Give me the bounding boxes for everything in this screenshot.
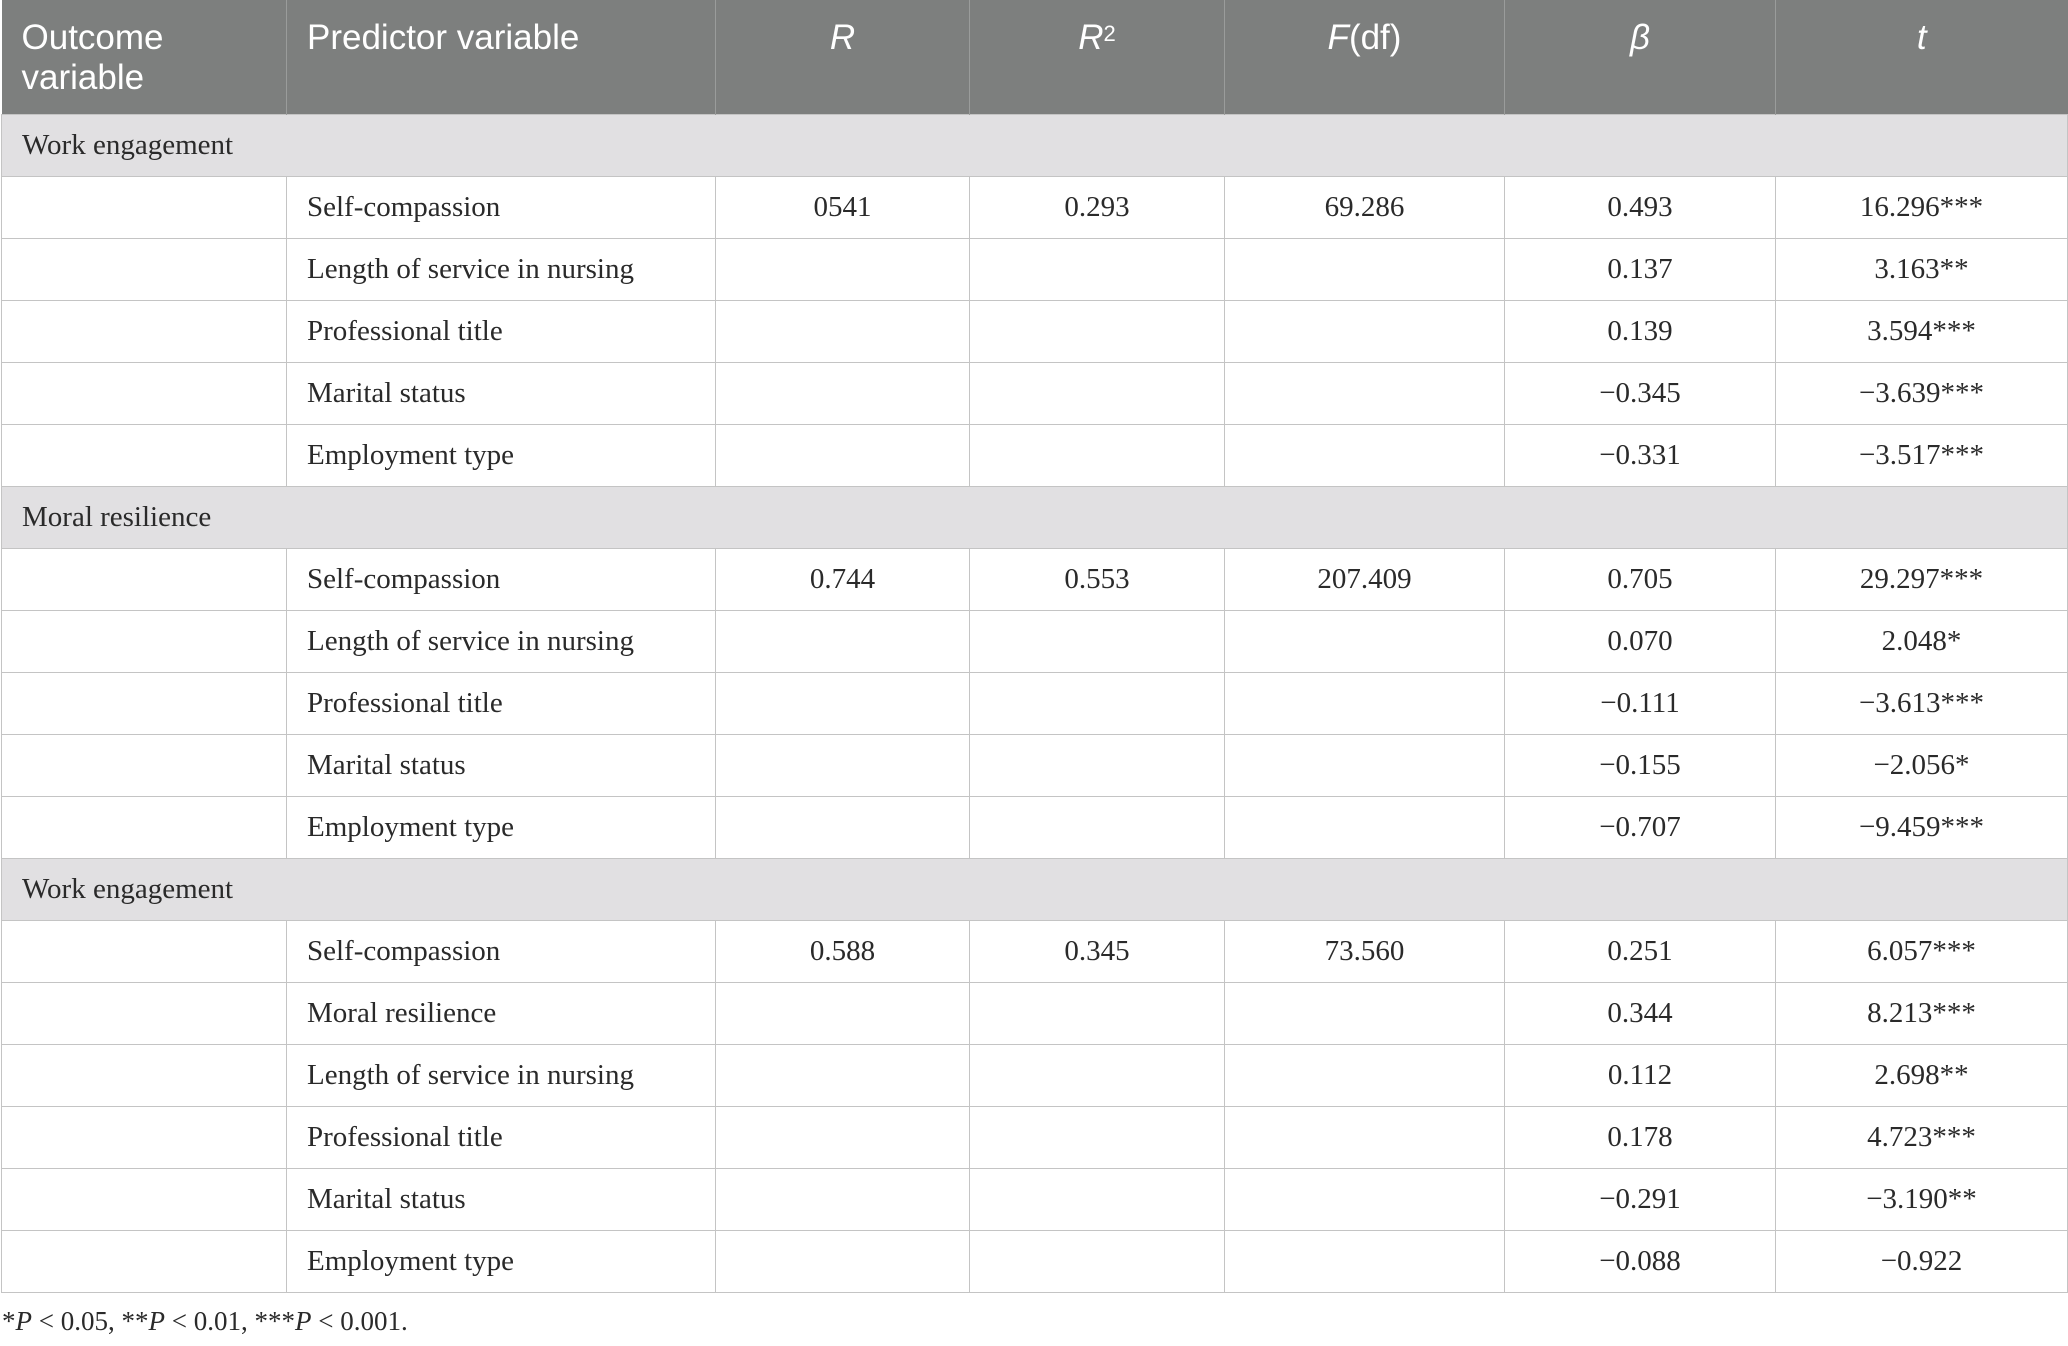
footnote-p1: P bbox=[15, 1306, 32, 1336]
cell-outcome bbox=[2, 176, 287, 238]
cell-predictor: Length of service in nursing bbox=[287, 238, 716, 300]
group-label: Moral resilience bbox=[2, 486, 2068, 548]
cell-outcome bbox=[2, 734, 287, 796]
table-row bbox=[2, 796, 2068, 858]
cell-r2 bbox=[970, 1044, 1225, 1106]
cell-r2 bbox=[970, 672, 1225, 734]
table-row bbox=[2, 1168, 2068, 1230]
cell-predictor: Marital status bbox=[287, 362, 716, 424]
cell-predictor: Self-compassion bbox=[287, 548, 716, 610]
table-row bbox=[2, 982, 2068, 1044]
cell-predictor: Employment type bbox=[287, 796, 716, 858]
header-r: R bbox=[716, 0, 970, 114]
cell-r bbox=[716, 672, 970, 734]
cell-beta: 0.070 bbox=[1505, 610, 1776, 672]
cell-t: −3.190** bbox=[1776, 1168, 2068, 1230]
cell-f bbox=[1225, 362, 1505, 424]
cell-f bbox=[1225, 1168, 1505, 1230]
table-row bbox=[2, 548, 2068, 610]
header-r-squared bbox=[970, 0, 1225, 114]
group-header-row bbox=[2, 486, 2068, 548]
header-r2-sup: 2 bbox=[1103, 21, 1116, 46]
table-footnote bbox=[2, 1306, 408, 1337]
cell-r bbox=[716, 238, 970, 300]
table-body bbox=[2, 114, 2068, 1292]
cell-r: 0541 bbox=[716, 176, 970, 238]
cell-f bbox=[1225, 672, 1505, 734]
cell-f: 69.286 bbox=[1225, 176, 1505, 238]
cell-beta: 0.344 bbox=[1505, 982, 1776, 1044]
cell-r2 bbox=[970, 1230, 1225, 1292]
group-label: Work engagement bbox=[2, 114, 2068, 176]
cell-beta: 0.251 bbox=[1505, 920, 1776, 982]
group-header-row bbox=[2, 114, 2068, 176]
cell-predictor: Marital status bbox=[287, 1168, 716, 1230]
header-outcome-variable bbox=[2, 0, 287, 114]
cell-outcome bbox=[2, 1168, 287, 1230]
table-row bbox=[2, 672, 2068, 734]
cell-outcome bbox=[2, 424, 287, 486]
cell-t: 3.163** bbox=[1776, 238, 2068, 300]
cell-beta: 0.705 bbox=[1505, 548, 1776, 610]
cell-r bbox=[716, 734, 970, 796]
cell-beta: 0.112 bbox=[1505, 1044, 1776, 1106]
cell-r2 bbox=[970, 300, 1225, 362]
cell-r bbox=[716, 610, 970, 672]
table-row bbox=[2, 920, 2068, 982]
cell-t: 4.723*** bbox=[1776, 1106, 2068, 1168]
group-label: Work engagement bbox=[2, 858, 2068, 920]
header-r2-base: R bbox=[1078, 18, 1104, 57]
cell-predictor: Marital status bbox=[287, 734, 716, 796]
cell-r2 bbox=[970, 362, 1225, 424]
table-header bbox=[2, 0, 2068, 114]
header-outcome-line1: Outcome bbox=[21, 18, 164, 57]
cell-r: 0.588 bbox=[716, 920, 970, 982]
cell-t: −3.639*** bbox=[1776, 362, 2068, 424]
cell-f bbox=[1225, 734, 1505, 796]
cell-outcome bbox=[2, 982, 287, 1044]
cell-r2 bbox=[970, 610, 1225, 672]
cell-f bbox=[1225, 1106, 1505, 1168]
cell-t: 3.594*** bbox=[1776, 300, 2068, 362]
cell-predictor: Professional title bbox=[287, 300, 716, 362]
cell-f bbox=[1225, 424, 1505, 486]
cell-f bbox=[1225, 238, 1505, 300]
cell-outcome bbox=[2, 548, 287, 610]
group-header-row bbox=[2, 858, 2068, 920]
table-row bbox=[2, 1230, 2068, 1292]
cell-beta: 0.139 bbox=[1505, 300, 1776, 362]
cell-predictor: Length of service in nursing bbox=[287, 1044, 716, 1106]
cell-predictor: Employment type bbox=[287, 1230, 716, 1292]
cell-f: 73.560 bbox=[1225, 920, 1505, 982]
header-t: t bbox=[1776, 0, 2068, 114]
cell-t: −9.459*** bbox=[1776, 796, 2068, 858]
regression-table bbox=[1, 0, 2068, 1293]
cell-t: −3.517*** bbox=[1776, 424, 2068, 486]
cell-t: 2.698** bbox=[1776, 1044, 2068, 1106]
cell-r bbox=[716, 1230, 970, 1292]
footnote-t3: < 0.001. bbox=[311, 1306, 408, 1336]
header-f-df bbox=[1225, 0, 1505, 114]
cell-predictor: Self-compassion bbox=[287, 920, 716, 982]
table-row bbox=[2, 1106, 2068, 1168]
cell-t: −0.922 bbox=[1776, 1230, 2068, 1292]
cell-r bbox=[716, 796, 970, 858]
cell-outcome bbox=[2, 1230, 287, 1292]
cell-t: 6.057*** bbox=[1776, 920, 2068, 982]
cell-t: 8.213*** bbox=[1776, 982, 2068, 1044]
cell-r2 bbox=[970, 1106, 1225, 1168]
footnote-t2: < 0.01, *** bbox=[164, 1306, 295, 1336]
header-row bbox=[2, 0, 2068, 114]
cell-r bbox=[716, 982, 970, 1044]
cell-r2 bbox=[970, 1168, 1225, 1230]
cell-beta: −0.707 bbox=[1505, 796, 1776, 858]
cell-r bbox=[716, 362, 970, 424]
cell-r2 bbox=[970, 734, 1225, 796]
cell-r2: 0.553 bbox=[970, 548, 1225, 610]
cell-beta: −0.111 bbox=[1505, 672, 1776, 734]
footnote-star: * bbox=[2, 1306, 16, 1336]
cell-predictor: Moral resilience bbox=[287, 982, 716, 1044]
header-outcome-line2: variable bbox=[21, 58, 145, 97]
cell-beta: −0.088 bbox=[1505, 1230, 1776, 1292]
header-beta: β bbox=[1505, 0, 1776, 114]
header-f-italic: F bbox=[1327, 18, 1349, 57]
cell-outcome bbox=[2, 238, 287, 300]
cell-f bbox=[1225, 982, 1505, 1044]
cell-t: 16.296*** bbox=[1776, 176, 2068, 238]
cell-beta: −0.345 bbox=[1505, 362, 1776, 424]
cell-r bbox=[716, 1106, 970, 1168]
cell-predictor: Self-compassion bbox=[287, 176, 716, 238]
cell-f bbox=[1225, 1044, 1505, 1106]
cell-beta: −0.291 bbox=[1505, 1168, 1776, 1230]
footnote-p2: P bbox=[148, 1306, 165, 1336]
header-predictor-variable: Predictor variable bbox=[287, 0, 716, 114]
cell-predictor: Professional title bbox=[287, 1106, 716, 1168]
cell-beta: 0.178 bbox=[1505, 1106, 1776, 1168]
cell-t: −2.056* bbox=[1776, 734, 2068, 796]
cell-r: 0.744 bbox=[716, 548, 970, 610]
cell-r bbox=[716, 424, 970, 486]
cell-outcome bbox=[2, 1106, 287, 1168]
cell-f: 207.409 bbox=[1225, 548, 1505, 610]
cell-t: −3.613*** bbox=[1776, 672, 2068, 734]
cell-beta: 0.137 bbox=[1505, 238, 1776, 300]
table-row bbox=[2, 424, 2068, 486]
cell-beta: −0.155 bbox=[1505, 734, 1776, 796]
cell-r2: 0.293 bbox=[970, 176, 1225, 238]
cell-f bbox=[1225, 1230, 1505, 1292]
cell-beta: −0.331 bbox=[1505, 424, 1776, 486]
cell-outcome bbox=[2, 610, 287, 672]
cell-t: 29.297*** bbox=[1776, 548, 2068, 610]
cell-f bbox=[1225, 610, 1505, 672]
cell-beta: 0.493 bbox=[1505, 176, 1776, 238]
cell-r bbox=[716, 300, 970, 362]
table-row bbox=[2, 610, 2068, 672]
table-row bbox=[2, 300, 2068, 362]
cell-outcome bbox=[2, 796, 287, 858]
cell-predictor: Employment type bbox=[287, 424, 716, 486]
cell-outcome bbox=[2, 920, 287, 982]
table-row bbox=[2, 176, 2068, 238]
footnote-t1: < 0.05, ** bbox=[32, 1306, 149, 1336]
cell-r bbox=[716, 1044, 970, 1106]
cell-outcome bbox=[2, 1044, 287, 1106]
cell-r bbox=[716, 1168, 970, 1230]
cell-r2 bbox=[970, 424, 1225, 486]
cell-predictor: Professional title bbox=[287, 672, 716, 734]
header-f-rest: (df) bbox=[1348, 18, 1402, 57]
cell-t: 2.048* bbox=[1776, 610, 2068, 672]
cell-r2: 0.345 bbox=[970, 920, 1225, 982]
cell-predictor: Length of service in nursing bbox=[287, 610, 716, 672]
cell-r2 bbox=[970, 982, 1225, 1044]
table-row bbox=[2, 1044, 2068, 1106]
cell-r2 bbox=[970, 796, 1225, 858]
cell-outcome bbox=[2, 672, 287, 734]
table-row bbox=[2, 238, 2068, 300]
cell-r2 bbox=[970, 238, 1225, 300]
cell-outcome bbox=[2, 362, 287, 424]
table-row bbox=[2, 734, 2068, 796]
table-row bbox=[2, 362, 2068, 424]
cell-f bbox=[1225, 300, 1505, 362]
cell-f bbox=[1225, 796, 1505, 858]
cell-outcome bbox=[2, 300, 287, 362]
footnote-p3: P bbox=[294, 1306, 312, 1336]
